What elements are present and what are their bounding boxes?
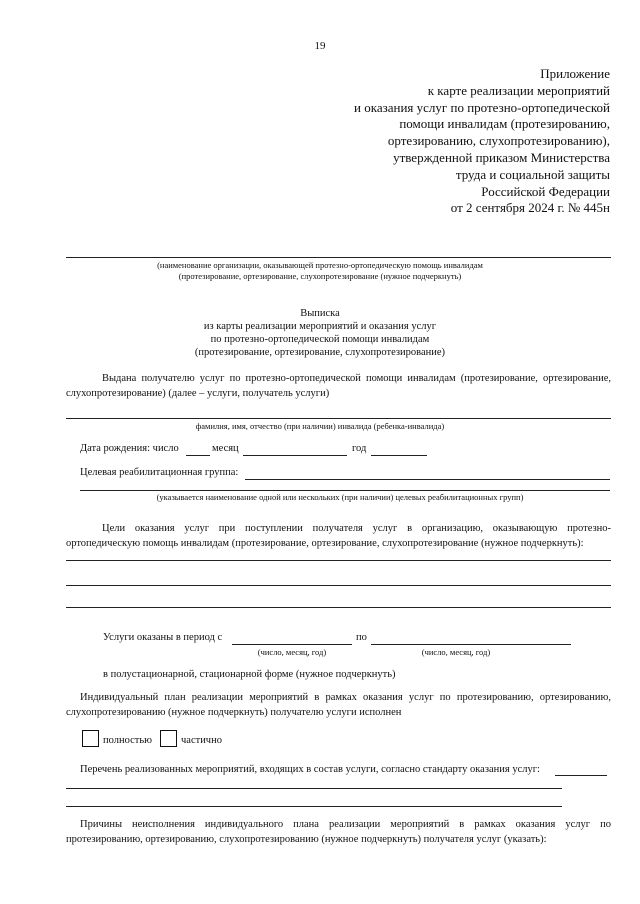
rehab-group-field[interactable] [245, 479, 610, 480]
checkbox-partial[interactable] [160, 730, 177, 747]
plan-paragraph: Индивидуальный план реализации мероприятий в рамках оказания услуг по протезированию, ортезированию, слухопротезированию (нужное подчеркнуть) получателю услуги исполнен [66, 692, 611, 718]
document-title [0, 307, 640, 359]
title-line: из карты реализации мероприятий и оказания услуг [203, 321, 437, 332]
list-field-1[interactable] [66, 788, 562, 789]
checkbox-partial-label: частично [181, 735, 222, 746]
title-line: Выписка [300, 308, 340, 319]
appendix-header [320, 66, 610, 217]
birth-day-field[interactable] [186, 455, 210, 456]
reasons-paragraph: Причины неисполнения индивидуального плана реализации мероприятий в рамках оказания услуг по протезированию, ортезированию, слухопротезированию (нужное подчеркнуть) получателя услуг (указать): [66, 819, 611, 845]
list-field-2[interactable] [66, 806, 562, 807]
appendix-line: Российской Федерации [481, 183, 610, 199]
appendix-line: к карте реализации мероприятий [427, 82, 610, 98]
rehab-caption: (указывается наименование одной или нескольких (при наличии) целевых реабилитационных групп) [156, 492, 524, 502]
goals-field-2[interactable] [66, 585, 611, 586]
checkbox-full-label: полностью [103, 735, 152, 746]
list-label: Перечень реализованных мероприятий, входящих в состав услуги, согласно стандарту оказания услуг: [80, 764, 540, 775]
list-field-inline[interactable] [555, 775, 607, 776]
org-caption: (наименование организации, оказывающей протезно-ортопедическую помощь инвалидам [157, 260, 483, 270]
appendix-line: утвержденной приказом Министерства [393, 149, 610, 165]
period-from-field[interactable] [232, 644, 352, 645]
title-line: по протезно-ортопедической помощи инвалидам [210, 334, 430, 345]
birth-year-field[interactable] [371, 455, 427, 456]
appendix-line: Приложение [540, 66, 610, 81]
page-number: 19 [314, 40, 326, 52]
appendix-line: труда и социальной защиты [455, 166, 610, 182]
goals-paragraph: Цели оказания услуг при поступлении получателя услуг в организацию, оказывающую протезно-ортопедическую помощь инвалидам (протезирование, ортезирование, слухопротезирование (нужное подчеркнуть): [66, 523, 611, 549]
birth-date-label: Дата рождения: число [80, 443, 179, 454]
rehab-group-label: Целевая реабилитационная группа: [80, 467, 239, 478]
date-caption-from: (число, месяц, год) [257, 647, 327, 657]
checkbox-full[interactable] [82, 730, 99, 747]
appendix-line: от 2 сентября 2024 г. № 445н [450, 200, 610, 216]
fio-caption: фамилия, имя, отчество (при наличии) инвалида (ребенка-инвалида) [195, 421, 445, 431]
form-text: в полустационарной, стационарной форме (нужное подчеркнуть) [103, 669, 396, 680]
org-name-line[interactable] [66, 257, 611, 258]
title-line: (протезирование, ортезирование, слухопротезирование) [194, 347, 446, 358]
org-caption-2: (протезирование, ортезирование, слухопротезирование (нужное подчеркнуть) [178, 271, 462, 281]
appendix-line: и оказания услуг по протезно-ортопедической [354, 99, 610, 115]
date-caption-to: (число, месяц, год) [421, 647, 491, 657]
birth-month-field[interactable] [243, 455, 347, 456]
rehab-group-field-2[interactable] [80, 490, 610, 491]
period-to-label: по [356, 632, 367, 643]
goals-field-1[interactable] [66, 560, 611, 561]
fio-line[interactable] [66, 418, 611, 419]
issued-paragraph: Выдана получателю услуг по протезно-ортопедической помощи инвалидам (протезирование, ортезирование, слухопротезирование) (далее – услуги, получатель услуги) [66, 373, 611, 399]
period-label: Услуги оказаны в период с [103, 632, 223, 643]
birth-month-label: месяц [212, 443, 239, 454]
appendix-line: помощи инвалидам (протезированию, [399, 116, 610, 132]
birth-year-label: год [352, 443, 367, 454]
goals-field-3[interactable] [66, 607, 611, 608]
appendix-line: ортезированию, слухопротезированию), [387, 133, 610, 149]
period-to-field[interactable] [371, 644, 571, 645]
